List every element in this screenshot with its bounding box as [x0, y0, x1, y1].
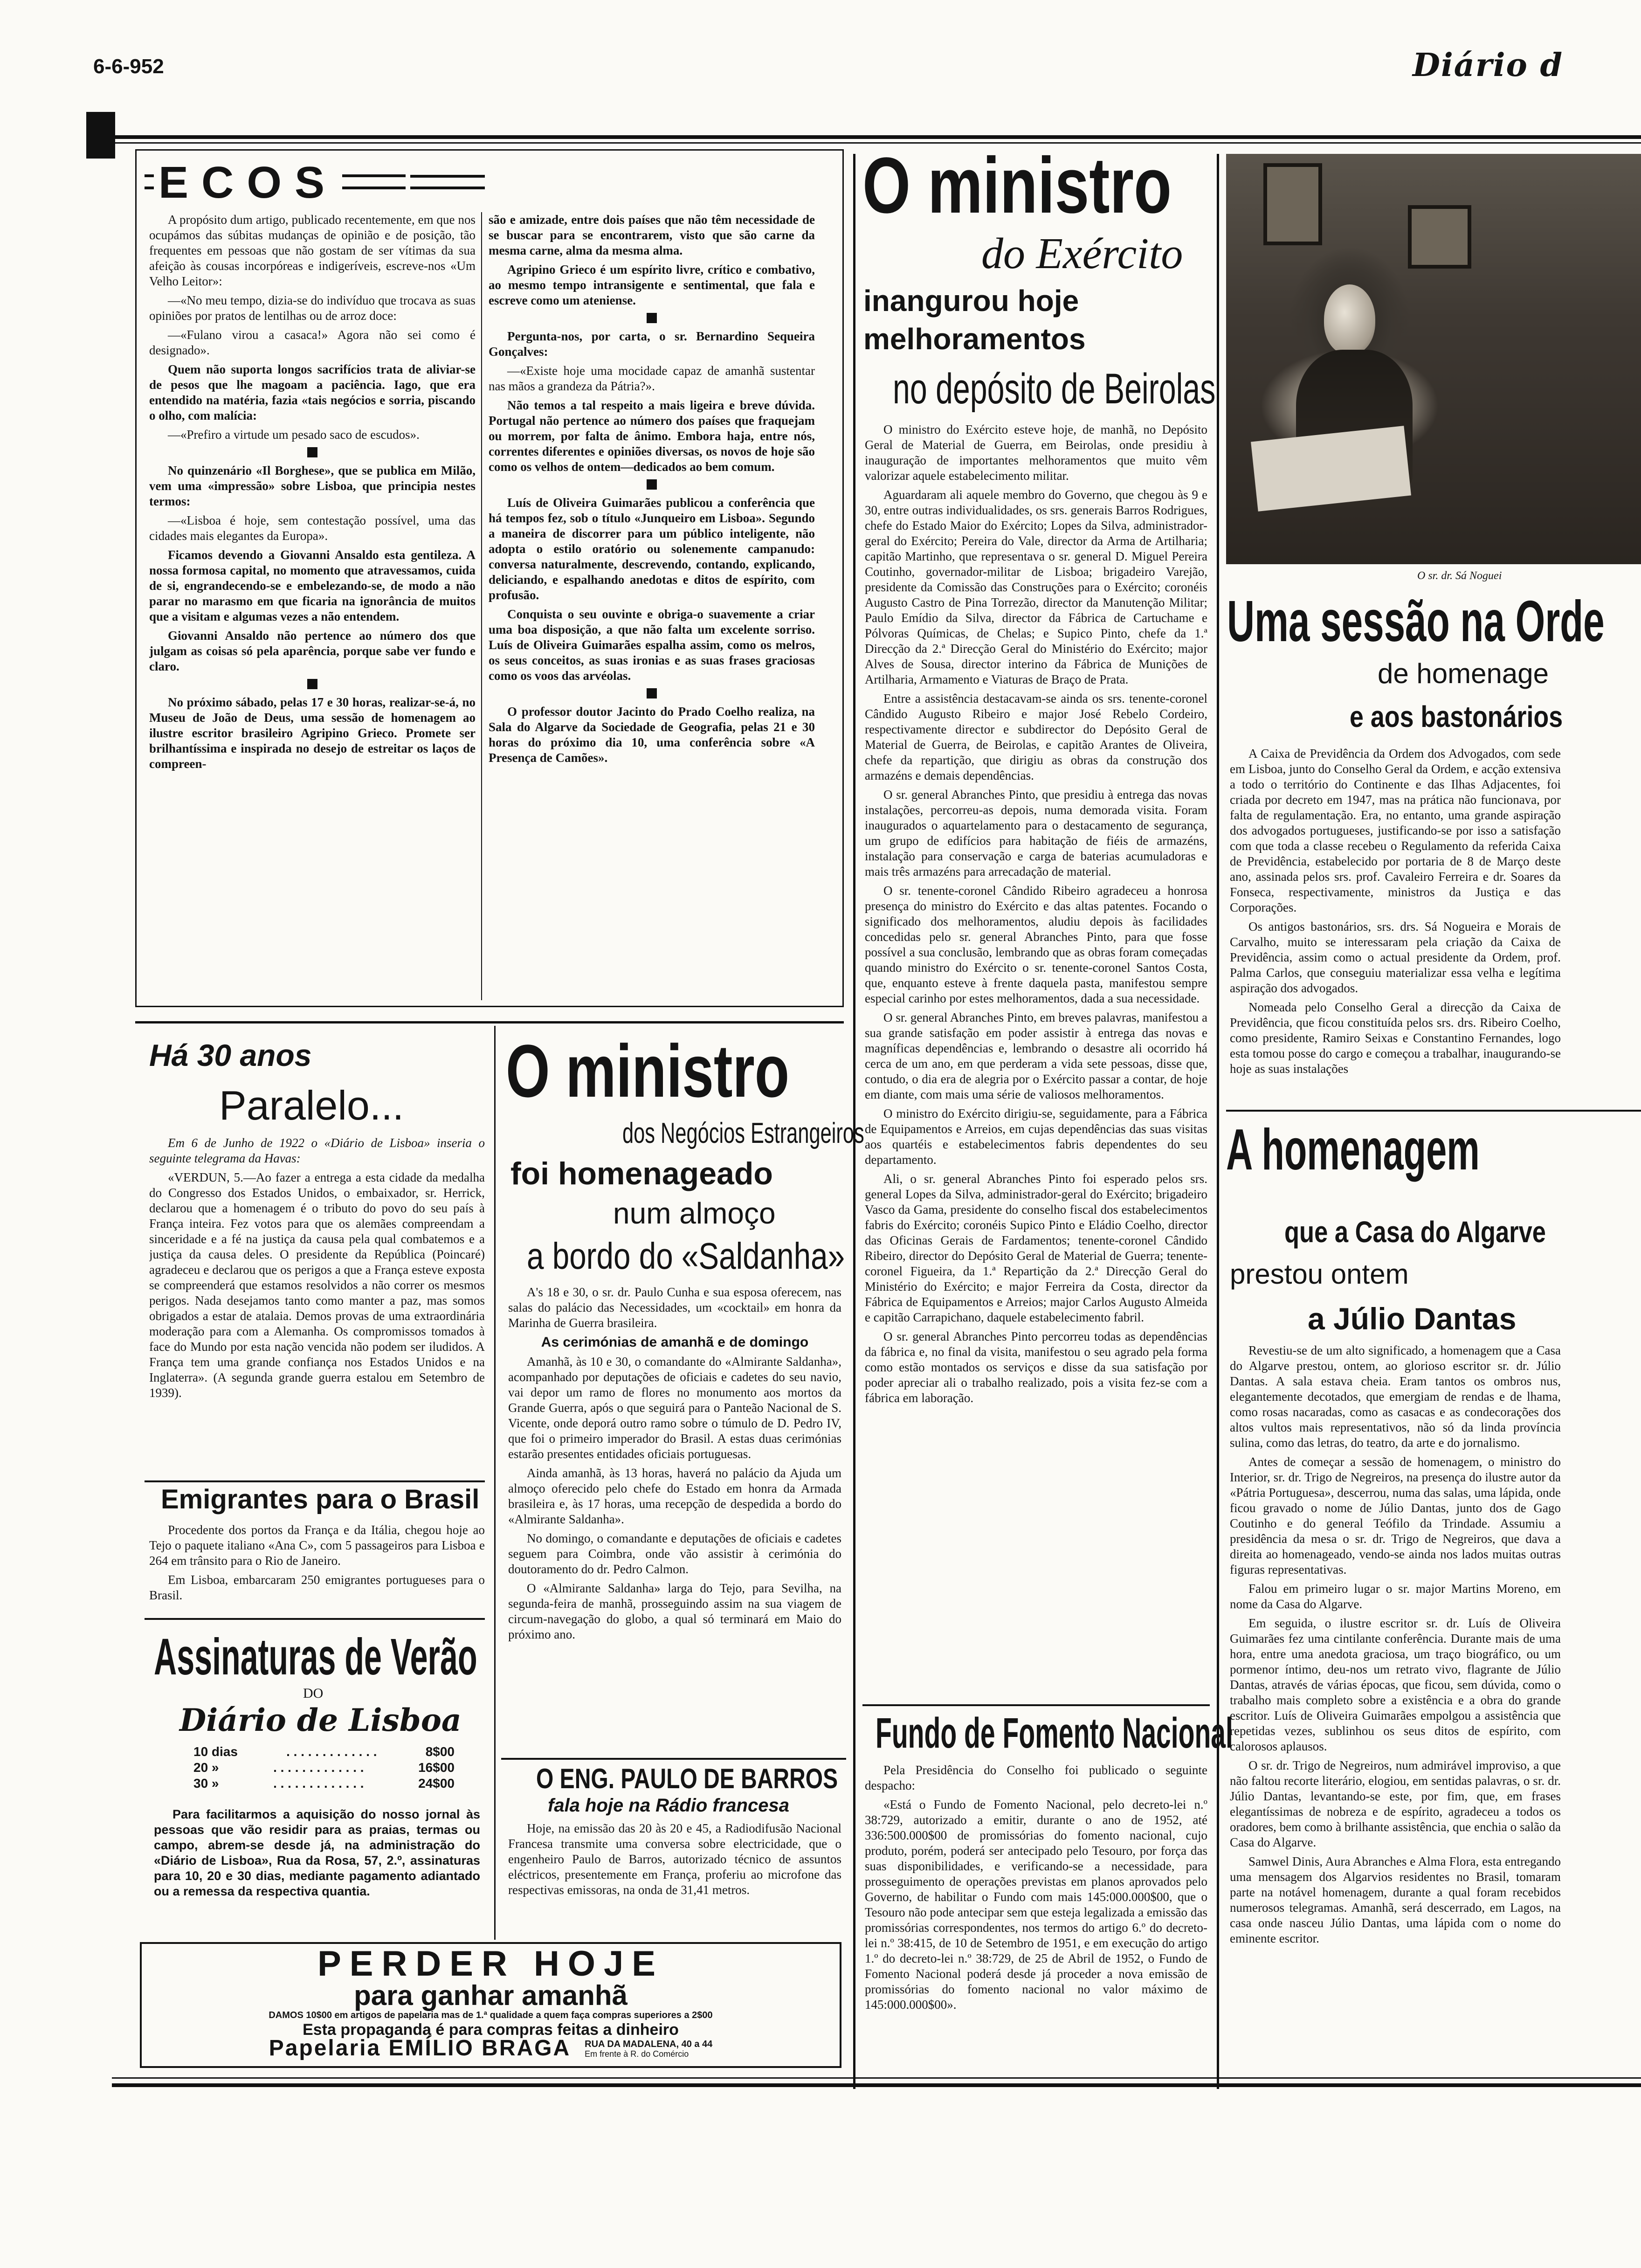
emigrantes-title: Emigrantes para o Brasil [161, 1484, 480, 1514]
portrait-photo [1226, 154, 1641, 564]
sessao-p: A Caixa de Previdência da Ordem dos Advogados, com sede em Lisboa, junto do Conselho Geral da Ordem, e acção extensiva a todo o território do Continente e das Ilhas Adjacentes, foi criada por decreto em 1947, mas na prática não funcionava, por falta de regulamentação. Era, no entanto, uma grande aspiração dos advogados portugueses, justificando-se por isso a satisfação com que toda a classe recebeu o Regulamento da referida Caixa de Previdência, estabelecido por portaria de 8 de Março deste ano, assinada pelos srs. prof. Cavaleiro Ferreira e dr. Soares da Fonseca, respectivamente, ministros da Justiça e das Corporações. [1230, 747, 1561, 914]
assinaturas-note-box [154, 1807, 480, 1933]
rate-label: 30 » [193, 1776, 219, 1791]
exercito-p: Entre a assistência destacavam-se ainda os srs. tenente-coronel Cândido Augusto Ribeiro e major José Rebelo Cordeiro, respectivamente director e subdirector do Depósito Geral de Material de Guerra, de Beirolas, e capitão Arantes de Oliveira, chefe da repartição, que dirigiu as obras da construção dos armazéns e demais dependências. [865, 691, 1207, 782]
assinaturas-do: DO [303, 1686, 324, 1701]
lower-left-top-rule [135, 1021, 844, 1023]
ne-p: Ainda amanhã, às 13 horas, haverá no palácio da Ajuda um almoço oferecido pelo chefe do Estado em honra da Armada brasileira e, às 17 horas, uma recepção de despedida a bordo do «Almirante Saldanha». [508, 1466, 841, 1526]
ecos-p: O professor doutor Jacinto do Prado Coelho realiza, na Sala do Algarve da Sociedade de Geografia, pelas 21 e 30 horas do próximo dia 10, uma conferência sobre «A Presença de Camões». [489, 705, 815, 765]
rate-dots: . . . . . . . . . . . . . [286, 1744, 377, 1759]
emigrantes-body [149, 1522, 485, 1616]
barros-body [508, 1821, 841, 1935]
homenagem-headline-1: A homenagem [1226, 1118, 1480, 1182]
rate-row [193, 1744, 455, 1760]
homenagem-p: Falou em primeiro lugar o sr. major Martins Moreno, em nome da Casa do Algarve. [1230, 1582, 1561, 1611]
ecos-p: —«Existe hoje uma mocidade capaz de amanhã sustentar nas mãos a grandeza da Pátria?». [489, 364, 815, 393]
ad-address-block [585, 2039, 712, 2059]
ecos-p: Não temos a tal respeito a mais ligeira e breve dúvida. Portugal não pertence ao número dos países que fraquejam ou morrem, por falta de ânimo. Embora haja, entre nós, correntes diferentes e opiniões diversas, os novos de hoje são como os velhos de ontem—dedicados ao bem comum. [489, 398, 815, 474]
homenagem-p: Samwel Dinis, Aura Abranches e Alma Flora, esta entregando uma mensagem dos Algarvios residentes no Brasil, tomaram parte na notável homenagem, durante a qual foram recebidos numerosos telegramas. Amanhã, será descerrado, em Lagos, na casa onde nasceu Júlio Dantas, uma lápida com o nome do eminente escritor. [1230, 1854, 1561, 1945]
ad-line4: Esta propaganda é para compras feitas a dinheiro [303, 2021, 679, 2039]
fundo-body [865, 1763, 1207, 2070]
ne-headline-3: foi homenageado [510, 1156, 773, 1191]
fundo-top-rule [862, 1704, 1210, 1706]
masthead: Diário d [1413, 47, 1564, 84]
homenagem-headline-4: a Júlio Dantas [1308, 1301, 1517, 1336]
barros-title: O ENG. PAULO DE BARROS [536, 1763, 838, 1794]
ad-address2: Em frente à R. do Comércio [585, 2049, 689, 2059]
exercito-body [865, 422, 1207, 1700]
ecos-p: Agripino Grieco é um espírito livre, crítico e combativo, ao mesmo tempo intransigente e sentimental, que fala e escreve como um ateniense. [489, 263, 815, 307]
ne-headline-5: a bordo do «Saldanha» [527, 1235, 845, 1277]
ne-headline-2: dos Negócios Estrangeiros [622, 1117, 864, 1149]
rate-dots: . . . . . . . . . . . . . [273, 1776, 364, 1791]
exercito-p: Ali, o sr. general Abranches Pinto foi esperado pelos srs. general Lopes da Silva, administrador-geral do Exército; brigadeiro Vasco da Gama, presidente do conselho fiscal dos estabelecimentos fabris do Exército; coronéis Supico Pinto e Eládio Coelho, director das Oficinas Gerais de Fardamentos; tenente-coronel Cândido Ribeiro, director do Depósito Geral de Material de Guerra; tenente-coronel Figueira, da 1.ª Repartição da 2.ª Direcção Geral do Ministério do Exército; e major Ferreira da Costa, director da Fábrica de Equipamentos e Arreios; major Carlos Augusto Almeida e capitão Carrapichano, daquele estabelecimento fabril. [865, 1172, 1207, 1324]
rate-price: 16$00 [418, 1760, 455, 1775]
separator-square [647, 479, 657, 490]
column-rule-right [1217, 154, 1219, 2089]
emigrantes-rule [145, 1480, 485, 1482]
barros-rule [501, 1758, 846, 1760]
ecos-p: Giovanni Ansaldo não pertence ao número dos que julgam as coisas só pela aparência, porque sabe ver fundo e claro. [149, 629, 476, 673]
ad-line1: PERDER HOJE [317, 1944, 664, 1984]
exercito-headline-5: no depósito de Beirolas [893, 365, 1216, 413]
sessao-p: Nomeada pelo Conselho Geral a direcção da Caixa de Previdência, que ficou constituída pelos srs. drs. Ribeiro Coelho, como presidente, Ramiro Seixas e Constantino Fernandes, logo esta tomou posse do cargo e começou a trabalhar, inaugurando-se hoje as suas instalações [1230, 1000, 1561, 1076]
separator-square [307, 447, 317, 457]
barros-subtitle: fala hoje na Rádio francesa [548, 1795, 789, 1816]
rate-label: 10 dias [193, 1744, 238, 1759]
rate-price: 24$00 [418, 1776, 455, 1791]
sessao-headline-3: e aos bastonários [1350, 700, 1563, 733]
bottom-rule-thin [112, 2077, 1641, 2079]
ecos-p: —«Prefiro a virtude um pesado saco de escudos». [168, 428, 420, 442]
sessao-p: Os antigos bastonários, srs. drs. Sá Nogueira e Morais de Carvalho, muito se interessaram pela criação da Caixa de Previdência, assim como o actual presidente da Ordem, prof. Palma Carlos, que conseguiu materializar essa velha e legítima aspiração dos advogados. [1230, 920, 1561, 995]
exercito-p: O sr. general Abranches Pinto percorreu todas as dependências da fábrica e, no final da visita, manifestou o seu agrado pela forma como estão montados os serviços e disse da sua satisfação por poder apreciar ali o trabalho realizado, pois a visita fez-se com a fábrica em laboração. [865, 1329, 1207, 1405]
separator-square [647, 688, 657, 698]
barros-p: Hoje, na emissão das 20 às 20 e 45, a Radiodifusão Nacional Francesa transmite uma conversa sobre electricidade, que o engenheiro Paulo de Barros, autorizado técnico de assuntos eléctricos, presentemente em França, proferiu ao microfone das respectivas emissoras, na onda de 31,41 metros. [508, 1821, 841, 1897]
top-rule [112, 135, 1641, 139]
emigrantes-p: Em Lisboa, embarcaram 250 emigrantes portugueses para o Brasil. [149, 1573, 485, 1602]
emigrantes-p: Procedente dos portos da França e da Itália, chegou hoje ao Tejo o paquete italiano «Ana C», com 5 passageiros para Lisboa e 264 em trânsito para o Rio de Janeiro. [149, 1523, 485, 1568]
exercito-headline-3: inangurou hoje [863, 284, 1079, 318]
assinaturas-rates [193, 1744, 455, 1800]
ecos-title-rule [410, 175, 485, 178]
ecos-p: Ficamos devendo a Giovanni Ansaldo esta gentileza. A nossa formosa capital, no momento que atravessamos, cuida de si, engrandecendo-se e embelezando-se, de modo a não parar no marasmo em que ficaria na ignorância de muitos que a visitam e algumas vezes a não entendem. [149, 548, 476, 623]
ecos-p: —«No meu tempo, dizia-se do indivíduo que trocava as suas opiniões por pratos de lentilhas ou de arroz doce: [149, 293, 476, 323]
portrait-paper [1251, 426, 1411, 512]
ha30-subtitle: Paralelo... [219, 1082, 404, 1128]
ne-intro: A's 18 e 30, o sr. dr. Paulo Cunha e sua esposa oferecem, nas salas do palácio das Necessidades, um «cocktail» em honra da Marinha de Guerra brasileira. [508, 1285, 841, 1330]
ha30-intro: Em 6 de Junho de 1922 o «Diário de Lisboa» inseria o seguinte telegrama da Havas: [149, 1136, 485, 1165]
exercito-p: O ministro do Exército dirigiu-se, seguidamente, para a Fábrica de Equipamentos e Arreios, em cujas dependências das suas visitas aos quartéis e estabelecimentos fabris dependentes do seu departamento. [865, 1106, 1207, 1167]
fundo-p: «Está o Fundo de Fomento Nacional, pelo decreto-lei n.º 38:729, autorizado a emitir, durante o ano de 1952, até 336:500.000$00 de promissórias do fomento nacional, cujo produto, porém, poderá ser antecipado pelo Tesouro, por força das suas disponibilidades, e verificando-se a necessidade, para prosseguimento de operações previstas em planos aprovados pelo Governo, de habilitar o Fundo com mais 145:000.000$00, que o Tesouro não pode antecipar sem que esteja legalizada a emissão das promissórias correspondentes, nos termos do artigo 6.º do decreto-lei n.º 38:415, de 10 de Setembro de 1951, e em execução do artigo 1.º do decreto-lei n.º 38:729, de 25 de Abril de 1952, o Fundo de Fomento Nacional poderá desde já proceder a nova emissão de promissórias do fomento nacional no valor máximo de 145:000.000$00». [865, 1798, 1207, 2012]
header-date: 6-6-952 [93, 55, 164, 78]
sessao-headline-2: de homenage [1378, 658, 1549, 689]
ecos-title-rule-2 [410, 187, 485, 189]
rate-dots: . . . . . . . . . . . . . [273, 1760, 364, 1775]
exercito-headline-4: melhoramentos [863, 322, 1086, 356]
exercito-p: O ministro do Exército esteve hoje, de manhã, no Depósito Geral de Material de Guerra, em Beirolas, onde presidiu à inauguração de importantes melhoramentos que muito vêm valorizar aquele estabelecimento militar. [865, 422, 1207, 483]
ne-p: Amanhã, às 10 e 30, o comandante do «Almirante Saldanha», acompanhado por deputações de oficiais e cadetes do seu navio, vai depor um ramo de flores no monumento aos mortos da Grande Guerra, após o que seguirá para o Panteão Nacional de S. Vicente, onde deporá outro ramo sobre o túmulo de D. Pedro IV, que foi o primeiro imperador do Brasil. A estas duas cerimónias estarão presentes entidades oficiais portuguesas. [508, 1355, 841, 1461]
wall-picture-frame [1408, 205, 1471, 269]
ecos-p: Luís de Oliveira Guimarães publicou a conferência que há tempos fez, sob o título «Junqueiro em Lisboa». Segundo a maneira de discorrer para um público inteligente, não adopta o estilo oratório ou solenemente campanudo: conversa naturalmente, descrevendo, contando, explicando, deliciando, e espalhando anedotas e ditos de espírito, com profusão. [489, 496, 815, 602]
fundo-p: Pela Presidência do Conselho foi publicado o seguinte despacho: [865, 1763, 1207, 1792]
ad-line2: para ganhar amanhã [354, 1980, 627, 2011]
ecos-col1 [149, 212, 476, 1000]
corner-mark [86, 112, 115, 159]
ecos-p: Quem não suporta longos sacrifícios trata de aliviar-se de pesos que lhe magoam a paciência. Iago, que era entendido na matéria, fazia «tais negócios e sorria, piscando o olho, com malícia: [149, 362, 476, 422]
ha30-title: Há 30 anos [149, 1038, 312, 1072]
homenagem-body [1230, 1343, 1561, 2070]
ne-body [508, 1285, 841, 1774]
fundo-title: Fundo de Fomento Nacional [876, 1709, 1233, 1757]
bottom-rule [112, 2083, 1641, 2087]
ecos-p: Pergunta-nos, por carta, o sr. Bernardino Sequeira Gonçalves: [489, 329, 815, 359]
ad-shop-row [142, 2038, 840, 2059]
ne-headline-1: O ministro [506, 1029, 790, 1113]
papelaria-ad [140, 1942, 841, 2068]
ecos-title-bar [145, 158, 406, 207]
homenagem-top-rule [1226, 1110, 1641, 1112]
ne-p: No domingo, o comandante e deputações de oficiais e cadetes seguem para Coimbra, onde vão assistir à cerimónia do doutoramento do dr. Pedro Calmon. [508, 1531, 841, 1576]
assinaturas-rule [145, 1618, 485, 1620]
ecos-p: —«Fulano virou a casaca!» Agora não sei como é designado». [149, 328, 476, 357]
separator-square [647, 313, 657, 323]
homenagem-p: Em seguida, o ilustre escritor sr. dr. Luís de Oliveira Guimarães fez uma cintilante conferência. Durante mais de uma hora, entre uma anedota graciosa, um traço biográfico, ou um pormenor íntimo, deu-nos um retrato vivo, flagrante de Júlio Dantas, através de várias épocas, que ficou, sem dúvida, como o trabalho mais completo sobre a existência e a obra do grande escritor. Luís de Oliveira Guimarães empolgou a assistência que repetidas vezes, sublinhou os seus ditos de espírito, com calorosos aplausos. [1230, 1616, 1561, 1753]
assinaturas-paper: Diário de Lisboa [179, 1702, 462, 1738]
ad-shop: Papelaria EMÍLIO BRAGA [269, 2036, 571, 2061]
ecos-p: A propósito dum artigo, publicado recentemente, em que nos ocupámos das súbitas mudanças de opinião e de posição, tão frequentes em pessoas que não gostam de ser vítimas da sua afeição às cousas incorpóreas e indigeríveis, escreve-nos «Um Velho Leitor»: [149, 213, 476, 288]
portrait-face [1324, 284, 1375, 354]
ad-address: RUA DA MADALENA, 40 a 44 [585, 2039, 713, 2049]
ecos-p: são e amizade, entre dois países que não têm necessidade de se buscar para se encontrarem, visto que são carne da mesma carne, alma da mesma alma. [489, 213, 815, 257]
rate-price: 8$00 [425, 1744, 455, 1759]
assinaturas-title: Assinaturas de Verão [154, 1628, 477, 1686]
rate-row [193, 1776, 455, 1791]
ecos-col-divider [481, 212, 482, 1000]
homenagem-p: O sr. dr. Trigo de Negreiros, num admirável improviso, a que não faltou recorte literário, elogiou, em sentidas palavras, o sr. dr. Júlio Dantas, levantando-se este, por fim, que, em frases elegantíssimas de nobreza e de espírito, agradeceu a todos os oradores, bem como à brilhante assistência, que enchia o salão da Casa do Algarve. [1230, 1758, 1561, 1849]
photo-caption: O sr. dr. Sá Noguei [1417, 570, 1502, 582]
ne-p: O «Almirante Saldanha» larga do Tejo, para Sevilha, na segunda-feira de manhã, prosseguindo assim na sua viagem de circum-navegação do globo, a qual só terminará em Maio do próximo ano. [508, 1581, 841, 1641]
ecos-p: Conquista o seu ouvinte e obriga-o suavemente a criar uma boa disposição, a que não falta um excelente sorriso. Luís de Oliveira Guimarães espalha assim, como os melros, os seus conceitos, as suas ironias e as suas frases graciosas como os voos das arvéolas. [489, 607, 815, 683]
ha30-p: «VERDUN, 5.—Ao fazer a entrega a esta cidade da medalha do Congresso dos Estados Unidos, o embaixador, sr. Herrick, declarou que a homenagem é o tributo do povo do seu país à França inteira. Fez votos para que os alemães compreendam a sinceridade e a fé na justiça da causa pela qual combatemos e a justiça da causa deles. O presidente da República (Poincaré) agradeceu e declarou que os perigos a que a França esteve exposta se compreenderá que estamos resolvidos a não correr os mesmos perigos. Nada desejamos tanto como manter a paz, mas somos obrigados a estar de atalaia. Demos provas de uma extraordinária moderação para com a Alemanha. Os compromissos tomados à face do Mundo por esta nação vencida não podem ser iludidos. A França tem uma grande confiança nos Estados Unidos e na Inglaterra». (A segunda grande guerra estalou em Setembro de 1939). [149, 1170, 485, 1400]
exercito-p: O sr. general Abranches Pinto, em breves palavras, manifestou a sua grande satisfação em poder assistir à entrega das novas e magníficas dependências e, lembrando o desastre ali ocorrido há cerca de um ano, em que perderam a vida sete pessoas, disse que, contudo, o dia era de alegria por o Exército passar a contar, de hoje em diante, com mais uma série de valiosos melhoramentos. [865, 1010, 1207, 1101]
exercito-p: O sr. general Abranches Pinto, que presidiu à entrega das novas instalações, percorreu-as depois, numa demorada visita. Foram inaugurados o aquartelamento para o destacamento de segurança, um grupo de edifícios para habitação de fiéis de armazéns, instalação para conservação e carga de baterias acumuladoras e mais três armazéns para arrecadação de material. [865, 788, 1207, 878]
ha30-body [149, 1135, 485, 1476]
exercito-p: Aguardaram ali aquele membro do Governo, que chegou às 9 e 30, entre outras individualidades, os srs. generais Barros Rodrigues, chefe do Estado Maior do Exército; Lopes da Silva, administrador-geral do Exército; Pereira do Vale, director da Arma de Artilharia; capitão Martinho, que representava o sr. general D. Miguel Pereira Coutinho, governador-militar de Lisboa; brigadeiro Varejão, presidente da Comissão das Construções para o Exército; coronéis Augusto Castro de Pina Torrezão, director da Manutenção Militar; Paulo Emídio da Silva, director da Fábrica de Cartuchame e Pólvoras Químicas, de Chelas; e Supico Pinto, chefe da 1.ª Direcção da 2.ª Direcção Geral do Ministério do Exército; major Alves de Sousa, director interino da Fábrica de Munições de Artilharia, Armamento e Viaturas de Braço de Prata. [865, 488, 1207, 686]
ne-headline-4: num almoço [613, 1196, 776, 1230]
assinaturas-note: Para facilitarmos a aquisição do nosso jornal às pessoas que vão residir para as praias, termas ou campo, abrem-se desde já, na administração do «Diário de Lisboa», Rua da Rosa, 57, 2.º, assinaturas para 10, 20 e 30 dias, mediante pagamento adiantado ou a remessa da respectiva quantia. [154, 1807, 480, 1898]
exercito-headline-2: do Exército [981, 229, 1183, 278]
lower-mid-divider [494, 1026, 496, 1940]
sessao-body [1230, 746, 1561, 1105]
ecos-p: —«Lisboa é hoje, sem contestação possível, uma das cidades mais elegantes da Europa». [149, 513, 476, 543]
sessao-headline-1: Uma sessão na Orde [1227, 589, 1605, 654]
ecos-col2 [489, 212, 815, 1000]
separator-square [307, 679, 317, 689]
homenagem-p: Antes de começar a sessão de homenagem, o ministro do Interior, sr. dr. Trigo de Negreiros, na presença do ilustre autor da «Pátria Portuguesa», descerrou, numa das salas, uma lápida, onde ficou gravado o nome de Júlio Dantas, junto dos de Gago Coutinho e do general Teófilo da Trindade. Assumiu a presidência da mesa o sr. dr. Trigo de Negreiros, que dava a direita ao homenageado, vendo-se ainda nos lados muitas outras figuras representativas. [1230, 1455, 1561, 1577]
ecos-p: No próximo sábado, pelas 17 e 30 horas, realizar-se-á, no Museu de João de Deus, uma sessão de homenagem ao ilustre escritor brasileiro Agripino Grieco. Promete ser brilhantíssima e inspirada no desejo de estreitar os laços de compreen- [149, 695, 476, 771]
ad-line3: DAMOS 10$00 em artigos de papelaria mas de 1.ª qualidade a quem faça compras superiores a 2$00 [269, 2010, 713, 2020]
homenagem-headline-3: prestou ontem [1230, 1258, 1409, 1290]
rate-label: 20 » [193, 1760, 219, 1775]
wall-picture-frame-2 [1263, 163, 1322, 245]
ecos-p: No quinzenário «Il Borghese», que se publica em Milão, vem uma «impressão» sobre Lisboa, que principia nestes termos: [149, 463, 476, 508]
rate-row [193, 1760, 455, 1776]
ne-subhead: As cerimónias de amanhã e de domingo [541, 1335, 809, 1350]
exercito-headline-1: O ministro [862, 141, 1172, 230]
homenagem-headline-2: que a Casa do Algarve [1284, 1215, 1546, 1249]
exercito-p: O sr. tenente-coronel Cândido Ribeiro agradeceu a honrosa presença do ministro do Exército e das altas patentes. Focando o significado dos melhoramentos, aludiu depois às facilidades concedidas pelo sr. general Abranches Pinto, para que fosse possível a sua conclusão, lembrando que as obras foram começadas quando ministro do Exército o sr. tenente-coronel Santos Costa, que, enquanto esteve à frente daquela pasta, manifestou sempre especial carinho por estes melhoramentos, dada a sua necessidade. [865, 884, 1207, 1005]
ecos-title: ECOS [154, 161, 342, 204]
homenagem-p: Revestiu-se de um alto significado, a homenagem que a Casa do Algarve prestou, ontem, ao glorioso escritor sr. dr. Júlio Dantas. A sala estava cheia. Eram tantos os ombros nus, elegantemente decotados, que emergiam de rendas e de lhama, como rosas nacaradas, como as casacas e as condecorações dos altos vultos mais representativos, não só da linda província sulina, como das letras, do teatro, da arte e do jornalismo. [1230, 1343, 1561, 1450]
